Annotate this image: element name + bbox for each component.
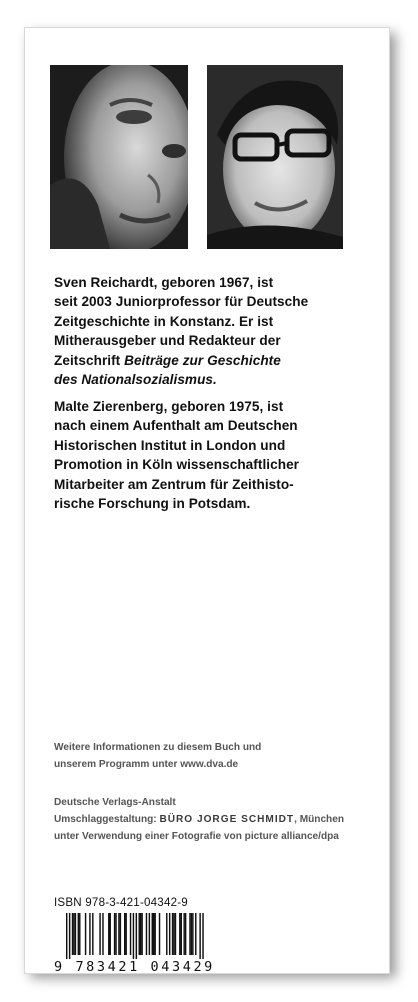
design-prefix: Umschlaggestaltung:	[54, 814, 160, 825]
barcode-bar	[152, 913, 153, 955]
barcode-bar	[85, 913, 86, 955]
info-line: Weitere Informationen zu diesem Buch und	[54, 742, 262, 753]
more-info	[54, 739, 261, 773]
ean-digits: 9 783421 043429	[54, 959, 215, 975]
barcode-bar	[133, 913, 134, 959]
journal-title: Beiträge zur Geschichte	[124, 352, 281, 368]
barcode-bar	[183, 913, 184, 955]
barcode-bar	[153, 913, 154, 955]
barcode-bar	[154, 913, 155, 955]
journal-title-cont: des Nationalsozialismus.	[54, 372, 217, 388]
barcode-bar	[99, 913, 100, 955]
barcode-bar	[166, 913, 167, 955]
barcode-bar	[159, 913, 160, 955]
barcode-bar	[199, 913, 200, 959]
barcode-bar	[179, 913, 180, 955]
cover-design-credit	[54, 811, 344, 828]
barcode-bar	[173, 913, 174, 955]
bio-line: seit 2003 Juniorprofessor für Deutsche	[54, 294, 309, 310]
barcode-bar	[118, 913, 119, 955]
barcode-bar	[79, 913, 80, 955]
barcode-bars	[54, 913, 212, 959]
author-photo-malte-zierenberg	[207, 65, 343, 249]
author-bio-malte-zierenberg	[54, 397, 354, 513]
barcode-bar	[120, 913, 121, 955]
design-suffix: , München	[294, 814, 345, 825]
barcode-bar	[146, 913, 147, 955]
bio-line: Mitherausgeber und Redakteur der	[54, 333, 281, 349]
barcode-bar	[92, 913, 93, 955]
barcode-bar	[149, 913, 150, 955]
barcode-bar	[110, 913, 111, 955]
barcode-bar	[141, 913, 142, 955]
barcode-bar	[195, 913, 196, 955]
barcode-bar	[130, 913, 131, 955]
barcode-bar	[114, 913, 115, 955]
barcode-bar	[189, 913, 190, 955]
barcode-bar	[102, 913, 103, 955]
isbn-barcode	[54, 896, 215, 978]
barcode-bar	[140, 913, 141, 955]
barcode-bar	[66, 913, 67, 959]
bio-line	[54, 351, 354, 370]
barcode-bar	[181, 913, 182, 955]
barcode-bar	[139, 913, 140, 955]
barcode-bar	[192, 913, 193, 955]
bio-line: Mitarbeiter am Zentrum für Zeithisto-	[54, 476, 294, 492]
author-bio-sven-reichardt	[54, 273, 354, 389]
barcode-bar	[124, 913, 125, 955]
barcode-bar	[202, 913, 203, 959]
author-photo-sven-reichardt	[50, 65, 188, 249]
barcode-bar	[72, 913, 73, 955]
bio-line: Malte Zierenberg, geboren 1975, ist	[54, 399, 284, 414]
bio-line: Zeitgeschichte in Konstanz. Er ist	[54, 313, 274, 329]
book-back-flap	[24, 27, 390, 974]
bio-line: Sven Reichardt, geboren 1967, ist	[54, 275, 274, 290]
bio-line: rische Forschung in Potsdam.	[54, 496, 251, 512]
barcode-bar	[115, 913, 116, 955]
barcode-bar	[175, 913, 176, 955]
barcode-bar	[69, 913, 70, 959]
barcode-bar	[108, 913, 109, 955]
publisher-name: Deutsche Verlags-Anstalt	[54, 797, 176, 808]
barcode-bar	[191, 913, 192, 955]
barcode-bar	[75, 913, 76, 955]
credits	[54, 794, 344, 845]
barcode-bar	[73, 913, 74, 955]
photo-credit: unter Verwendung einer Fotografie von picture alliance/dpa	[54, 831, 339, 842]
isbn-label: ISBN 978-3-421-04342-9	[54, 896, 188, 909]
design-studio: BÜRO JORGE SCHMIDT	[159, 814, 295, 825]
barcode-bar	[172, 913, 173, 955]
bio-line: nach einem Aufenthalt am Deutschen	[54, 418, 298, 434]
barcode-bar	[78, 913, 79, 955]
bio-text: Zeitschrift	[54, 352, 125, 368]
barcode-bar	[125, 913, 126, 955]
barcode-bar	[169, 913, 170, 955]
info-line: unserem Programm unter www.dva.de	[54, 759, 239, 770]
bio-line: Historischen Institut in London und	[54, 437, 286, 453]
bio-line: Promotion in Köln wissenschaftlicher	[54, 457, 300, 473]
barcode-bar	[185, 913, 186, 955]
barcode-bar	[136, 913, 137, 959]
barcode-bar	[89, 913, 90, 955]
